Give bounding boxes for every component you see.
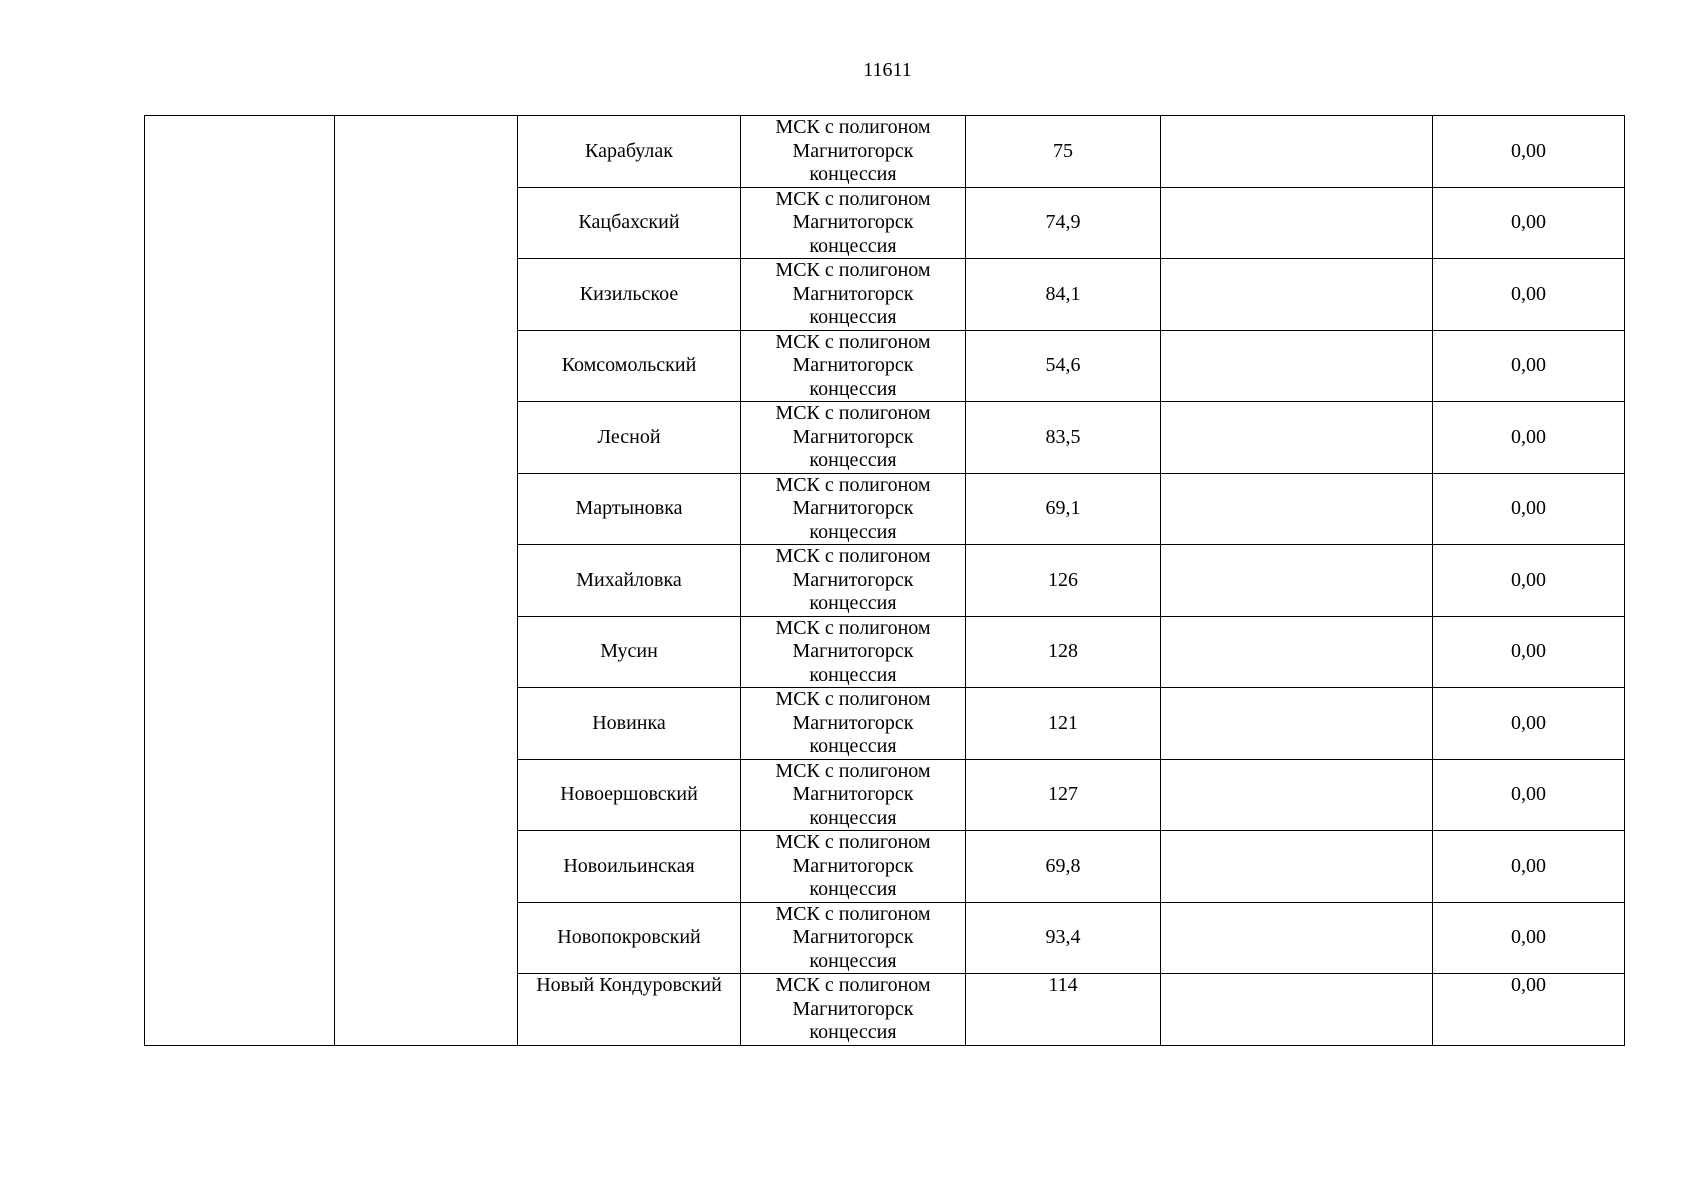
operator-line-2: Магнитогорск: [792, 354, 914, 376]
operator-line-1: МСК с полигоном: [775, 330, 931, 353]
table-row: [145, 116, 1625, 188]
operator-cell: [741, 402, 966, 474]
operator-cell: [741, 616, 966, 688]
operator-cell: [741, 187, 966, 259]
operator-line-1: МСК с полигоном: [775, 473, 931, 496]
amount-cell: 0,00: [1433, 545, 1625, 617]
value-text: 114: [1048, 974, 1078, 996]
settlement-cell: Лесной: [518, 402, 741, 474]
value-cell: [966, 974, 1161, 1046]
operator-line-3: концессия: [809, 449, 897, 471]
operator-cell: [741, 688, 966, 760]
value-cell: 69,1: [966, 473, 1161, 545]
amount-cell: 0,00: [1433, 831, 1625, 903]
operator-line-3: концессия: [809, 592, 897, 614]
operator-line-3: концессия: [809, 1021, 897, 1043]
operator-line-2: Магнитогорск: [792, 497, 914, 519]
value-cell: 121: [966, 688, 1161, 760]
settlement-cell: Новинка: [518, 688, 741, 760]
settlement-cell: Мусин: [518, 616, 741, 688]
operator-line-3: концессия: [809, 163, 897, 185]
operator-cell: [741, 974, 966, 1046]
operator-line-3: концессия: [809, 377, 897, 400]
settlement-cell: Новоильинская: [518, 831, 741, 903]
empty-cell: [1161, 473, 1433, 545]
data-table: [144, 115, 1625, 1046]
operator-line-2: Магнитогорск: [792, 711, 914, 734]
operator-line-1: МСК с полигоном: [775, 759, 931, 782]
value-cell: 127: [966, 759, 1161, 831]
merged-cell-col1: [145, 116, 335, 1046]
amount-cell: 0,00: [1433, 330, 1625, 402]
value-cell: 75: [966, 116, 1161, 188]
operator-line-2: Магнитогорск: [792, 425, 914, 448]
amount-cell: 0,00: [1433, 616, 1625, 688]
empty-cell: [1161, 330, 1433, 402]
operator-line-2: Магнитогорск: [792, 282, 914, 305]
operator-line-2: Магнитогорск: [792, 640, 914, 662]
operator-line-1: МСК с полигоном: [775, 974, 931, 996]
settlement-cell: [518, 974, 741, 1046]
empty-cell: [1161, 545, 1433, 617]
settlement-cell: Новопокровский: [518, 902, 741, 974]
operator-line-3: концессия: [809, 663, 897, 686]
operator-line-1: МСК с полигоном: [775, 187, 931, 210]
table-body: [145, 116, 1625, 1046]
empty-cell: [1161, 116, 1433, 188]
operator-line-1: МСК с полигоном: [775, 116, 931, 138]
settlement-cell: Михайловка: [518, 545, 741, 617]
value-cell: 84,1: [966, 259, 1161, 331]
empty-cell: [1161, 759, 1433, 831]
operator-line-1: МСК с полигоном: [775, 545, 931, 567]
operator-cell: [741, 545, 966, 617]
empty-cell: [1161, 616, 1433, 688]
operator-line-3: концессия: [809, 234, 897, 257]
settlement-cell: Комсомольский: [518, 330, 741, 402]
amount-cell: 0,00: [1433, 759, 1625, 831]
amount-cell: 0,00: [1433, 402, 1625, 474]
empty-cell: [1161, 187, 1433, 259]
operator-line-2: Магнитогорск: [792, 783, 914, 805]
empty-cell: [1161, 831, 1433, 903]
operator-line-1: МСК с полигоном: [775, 688, 931, 710]
operator-line-3: концессия: [809, 520, 897, 543]
operator-cell: [741, 330, 966, 402]
settlement-cell: Кизильское: [518, 259, 741, 331]
value-cell: 54,6: [966, 330, 1161, 402]
amount-cell: 0,00: [1433, 902, 1625, 974]
settlement-cell: Кацбахский: [518, 187, 741, 259]
merged-cell-col2: [335, 116, 518, 1046]
amount-cell: 0,00: [1433, 116, 1625, 188]
amount-cell: [1433, 974, 1625, 1046]
amount-cell: 0,00: [1433, 187, 1625, 259]
operator-cell: [741, 473, 966, 545]
operator-line-1: МСК с полигоном: [775, 616, 931, 639]
operator-line-1: МСК с полигоном: [775, 259, 931, 281]
empty-cell: [1161, 902, 1433, 974]
operator-line-1: МСК с полигоном: [775, 402, 931, 424]
value-cell: 74,9: [966, 187, 1161, 259]
empty-cell: [1161, 402, 1433, 474]
amount-cell: 0,00: [1433, 473, 1625, 545]
empty-cell: [1161, 259, 1433, 331]
settlement-cell: Мартыновка: [518, 473, 741, 545]
operator-line-2: Магнитогорск: [792, 568, 914, 591]
operator-line-2: Магнитогорск: [792, 211, 914, 233]
operator-cell: [741, 116, 966, 188]
operator-line-1: МСК с полигоном: [775, 902, 931, 925]
value-cell: 83,5: [966, 402, 1161, 474]
operator-line-3: концессия: [809, 878, 897, 900]
operator-cell: [741, 831, 966, 903]
operator-line-2: Магнитогорск: [792, 854, 914, 877]
settlement-cell: Карабулак: [518, 116, 741, 188]
value-cell: 93,4: [966, 902, 1161, 974]
operator-line-3: концессия: [809, 735, 897, 757]
settlement-cell: Новоершовский: [518, 759, 741, 831]
empty-cell: [1161, 688, 1433, 760]
operator-line-1: МСК с полигоном: [775, 831, 931, 853]
value-cell: 128: [966, 616, 1161, 688]
operator-line-2: Магнитогорск: [792, 139, 914, 162]
value-cell: 126: [966, 545, 1161, 617]
settlement-text: Новый Кондуровский: [536, 974, 722, 996]
operator-cell: [741, 902, 966, 974]
operator-line-3: концессия: [809, 306, 897, 328]
operator-line-2: Магнитогорск: [792, 926, 914, 948]
operator-line-3: концессия: [809, 806, 897, 829]
amount-cell: 0,00: [1433, 259, 1625, 331]
amount-cell: 0,00: [1433, 688, 1625, 760]
value-cell: 69,8: [966, 831, 1161, 903]
operator-cell: [741, 259, 966, 331]
amount-text: 0,00: [1511, 974, 1546, 996]
operator-line-2: Магнитогорск: [792, 997, 914, 1020]
operator-line-3: концессия: [809, 949, 897, 972]
page-number: 11611: [863, 59, 912, 81]
empty-cell: [1161, 974, 1433, 1046]
operator-cell: [741, 759, 966, 831]
